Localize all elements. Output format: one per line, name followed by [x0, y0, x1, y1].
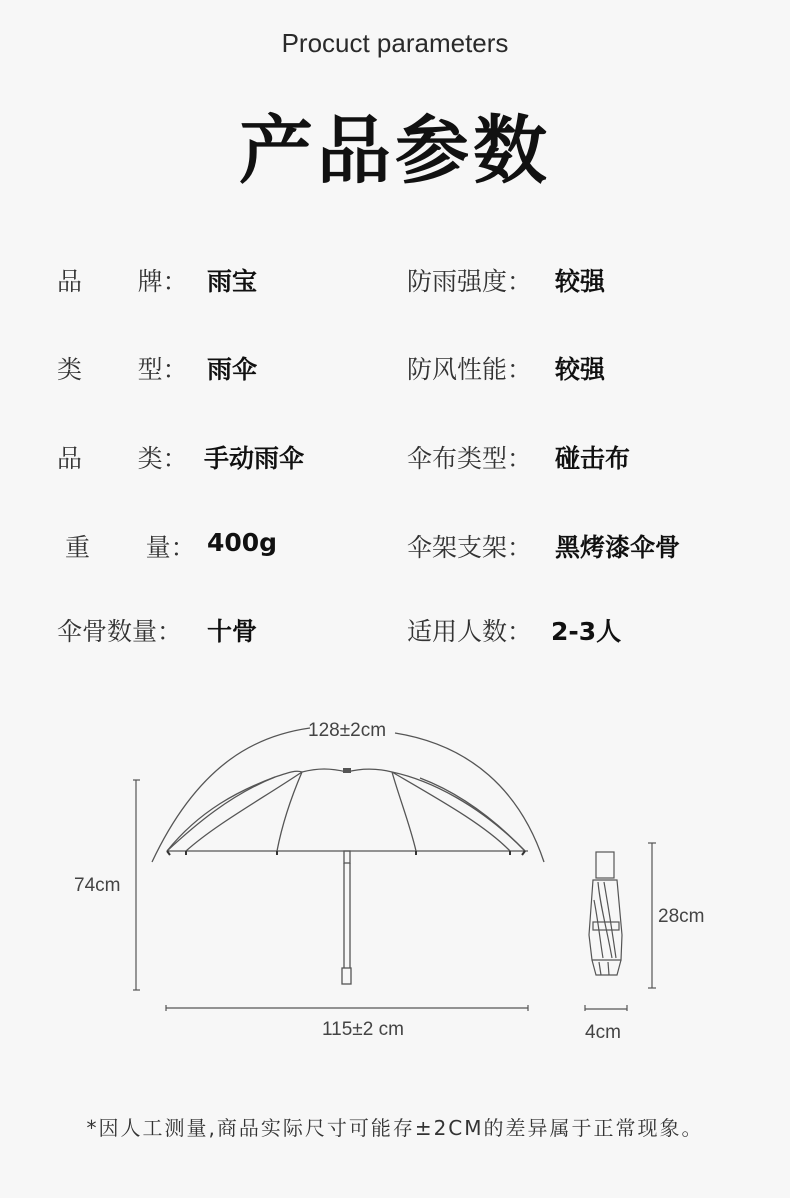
umbrella-handle	[342, 968, 351, 984]
param-label: 伞架支架：	[407, 533, 533, 562]
arc-length-label: 128±2cm	[308, 720, 387, 741]
param-label: 伞骨数量：	[57, 617, 183, 646]
page-title: 产品参数	[239, 108, 551, 194]
param-label: 防风性能：	[407, 355, 533, 384]
umbrella-top	[343, 768, 351, 773]
umbrella-runner	[344, 851, 350, 863]
param-label: 品 牌：	[57, 267, 188, 296]
canopy-edge-left	[167, 771, 302, 851]
param-label: 伞布类型：	[407, 444, 533, 473]
umbrella-rib	[420, 778, 525, 851]
folded-handle	[596, 852, 614, 878]
param-value: 碰击布	[555, 444, 631, 473]
param-value: 十骨	[207, 617, 258, 646]
folded-width-label: 4cm	[585, 1022, 621, 1043]
subtitle: Procuct parameters	[281, 28, 509, 58]
param-value: 雨伞	[207, 355, 258, 384]
param-value: 较强	[555, 355, 606, 384]
param-row	[0, 350, 790, 390]
param-value: 手动雨伞	[204, 444, 305, 473]
param-value: 雨宝	[207, 267, 258, 296]
folded-umbrella	[589, 852, 622, 975]
umbrella-rib	[277, 772, 302, 851]
param-row	[0, 528, 790, 568]
param-label: 类 型：	[57, 355, 188, 384]
param-row	[0, 262, 790, 302]
param-label: 品 类：	[57, 444, 188, 473]
param-value: 2-3人	[551, 617, 622, 646]
open-width-label: 115±2 cm	[322, 1019, 404, 1040]
param-row	[0, 612, 790, 652]
param-row	[0, 439, 790, 479]
param-label: 适用人数：	[407, 617, 533, 646]
param-label: 防雨强度：	[407, 267, 533, 296]
arc-dimension-line-right	[395, 733, 544, 862]
umbrella-rib	[167, 777, 275, 851]
folded-height-label: 28cm	[658, 906, 705, 927]
open-height-label: 74cm	[74, 875, 121, 896]
param-value: 黑烤漆伞骨	[555, 533, 681, 562]
param-label: 重 量：	[57, 533, 196, 562]
umbrella-rib	[392, 772, 510, 851]
param-value: 较强	[555, 267, 606, 296]
measurement-note: *因人工测量,商品实际尺寸可能存±2CM的差异属于正常现象。	[86, 1116, 704, 1140]
param-value: 400g	[207, 528, 278, 557]
arc-dimension-line-left	[152, 728, 310, 862]
